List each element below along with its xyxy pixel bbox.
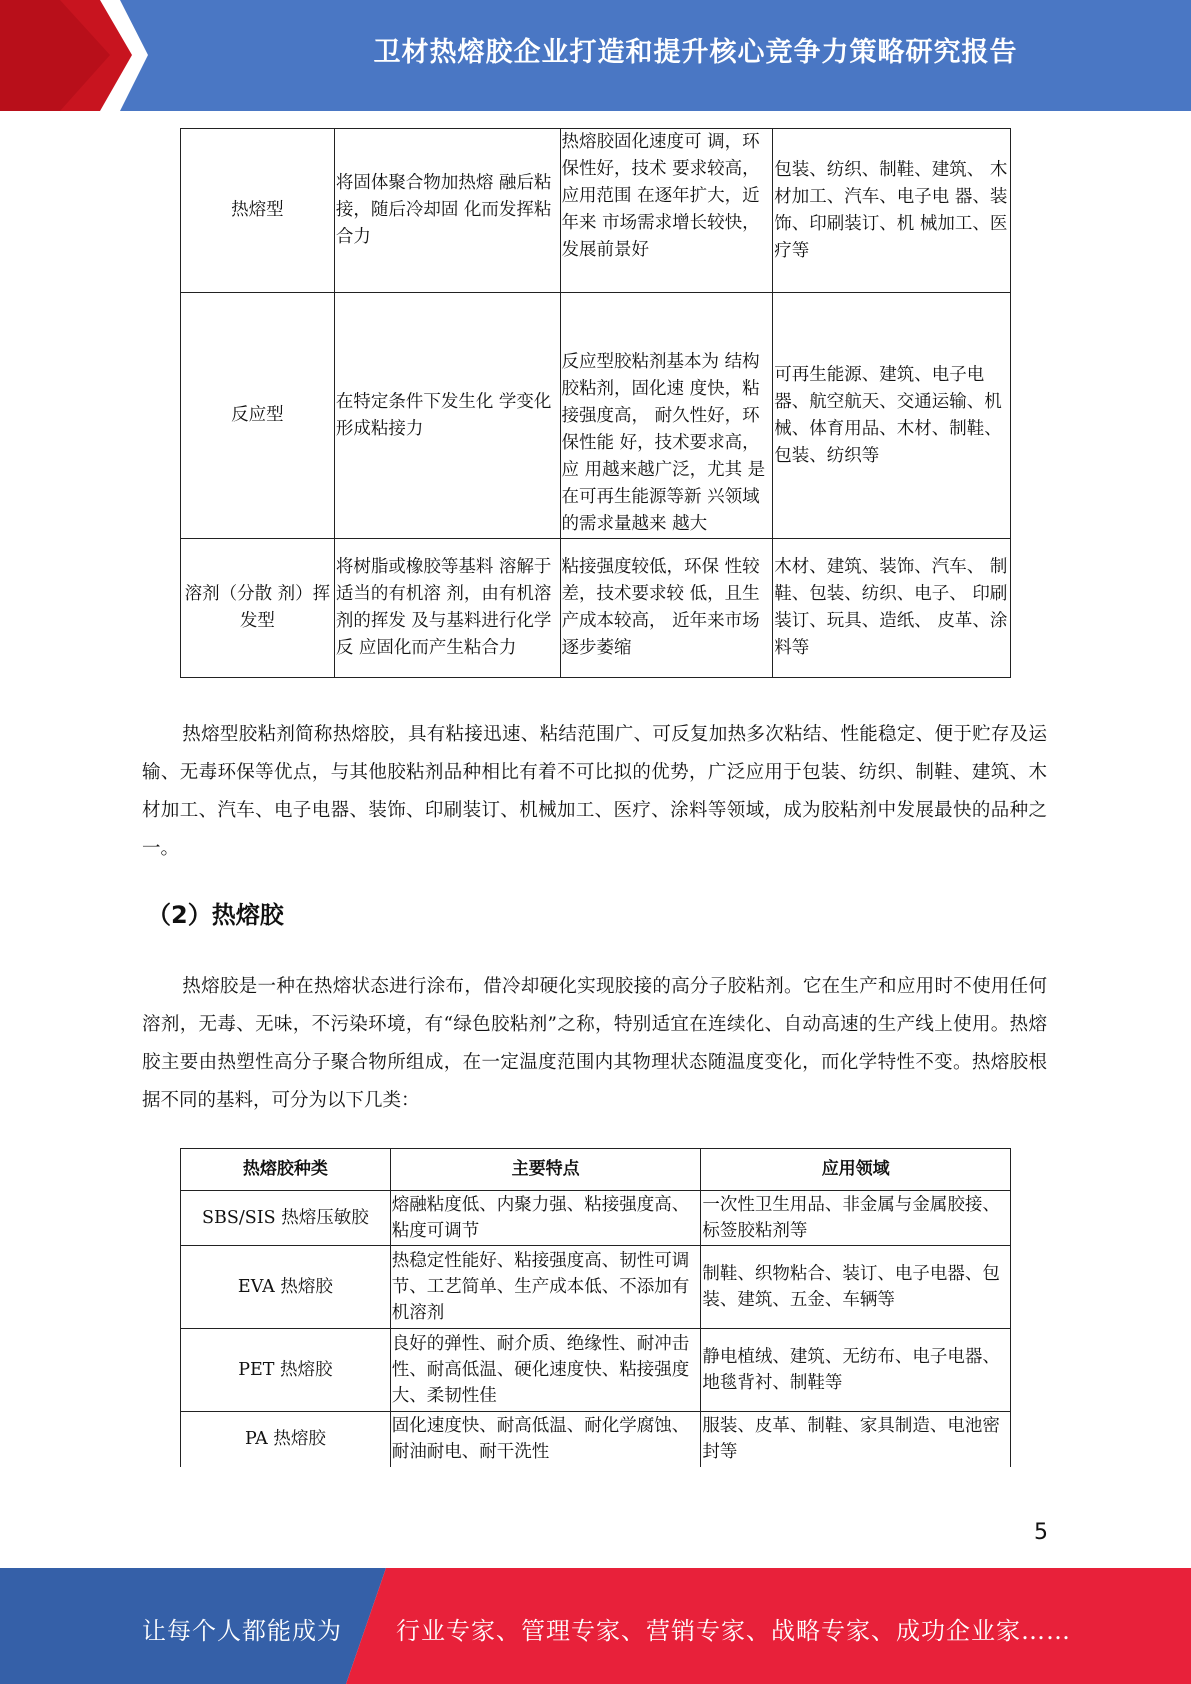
hot-melt-types-table	[180, 1148, 1011, 1467]
table-cell: 在特定条件下发生化 学变化形成粘接力	[334, 293, 560, 539]
table-row	[181, 293, 1011, 539]
body-paragraph	[142, 968, 1047, 1120]
footer-slogan-left: 让每个人都能成为	[142, 1617, 342, 1645]
table-cell: 服装、皮革、制鞋、家具制造、电池密封等	[701, 1412, 1011, 1467]
table-cell: 粘接强度较低，环保 性较差，技术要求较 低，且生产成本较高， 近年来市场逐步萎缩	[560, 539, 773, 678]
table-cell: 将树脂或橡胶等基料 溶解于适当的有机溶 剂，由有机溶剂的挥发 及与基料进行化学反 应固化而产生粘合力	[334, 539, 560, 678]
table-row	[181, 1191, 1011, 1246]
table-cell: 一次性卫生用品、非金属与金属胶接、标签胶粘剂等	[701, 1191, 1011, 1246]
table-cell: 包装、纺织、制鞋、建筑、 木材加工、汽车、电子电 器、装饰、印刷装订、机 械加工、医疗等	[773, 129, 1011, 293]
table-cell: SBS/SIS 热熔压敏胶	[181, 1191, 391, 1246]
column-header: 主要特点	[390, 1149, 701, 1191]
table-cell: PET 热熔胶	[181, 1329, 391, 1412]
table-cell: 固化速度快、耐高低温、耐化学腐蚀、耐油耐电、耐干洗性	[390, 1412, 701, 1467]
adhesive-types-table	[180, 128, 1011, 678]
table-cell: 反应型胶粘剂基本为 结构胶粘剂，固化速 度快，粘接强度高， 耐久性好，环保性能 好，技术要求高，应 用越来越广泛，尤其 是在可再生能源等新 兴领域的需求量越来 越大	[560, 293, 773, 539]
table-cell: 将固体聚合物加热熔 融后粘接，随后冷却固 化而发挥粘合力	[334, 129, 560, 293]
body-paragraph	[142, 716, 1047, 868]
column-header: 应用领域	[701, 1149, 1011, 1191]
table-header-row	[181, 1149, 1011, 1191]
page-footer	[0, 1568, 1191, 1684]
table-cell: 热熔型	[181, 129, 335, 293]
report-title: 卫材热熔胶企业打造和提升核心竞争力策略研究报告	[373, 37, 1018, 68]
table-cell: 静电植绒、建筑、无纺布、电子电器、地毯背衬、制鞋等	[701, 1329, 1011, 1412]
section-heading: （2）热熔胶	[147, 901, 284, 929]
table-row	[181, 1412, 1011, 1467]
table-cell: 热熔胶固化速度可 调，环保性好，技术 要求较高，应用范围 在逐年扩大，近年来 市场需求增长较快， 发展前景好	[560, 129, 773, 293]
table-cell: EVA 热熔胶	[181, 1246, 391, 1329]
table-row	[181, 129, 1011, 293]
table-cell: 良好的弹性、耐介质、绝缘性、耐冲击性、耐高低温、硬化速度快、粘接强度大、柔韧性佳	[390, 1329, 701, 1412]
page-header	[0, 0, 1191, 111]
table-row	[181, 539, 1011, 678]
table-cell: PA 热熔胶	[181, 1412, 391, 1467]
paragraph-text: 热熔胶是一种在热熔状态进行涂布，借冷却硬化实现胶接的高分子胶粘剂。它在生产和应用时不使用任何溶剂，无毒、无味，不污染环境，有“绿色胶粘剂”之称，特别适宜在连续化、自动高速的生产线上使用。热熔胶主要由热塑性高分子聚合物所组成，在一定温度范围内其物理状态随温度变化，而化学特性不变。热熔胶根据不同的基料，可分为以下几类：	[142, 976, 1047, 1111]
column-header: 热熔胶种类	[181, 1149, 391, 1191]
footer-slogan-right: 行业专家、管理专家、营销专家、战略专家、成功企业家……	[396, 1617, 1071, 1645]
table-cell: 可再生能源、建筑、电子电器、航空航天、交通运输、机械、体育用品、木材、制鞋、包装、纺织等	[773, 293, 1011, 539]
paragraph-text: 热熔型胶粘剂简称热熔胶，具有粘接迅速、粘结范围广、可反复加热多次粘结、性能稳定、便于贮存及运输、无毒环保等优点，与其他胶粘剂品种相比有着不可比拟的优势，广泛应用于包装、纺织、制鞋、建筑、木材加工、汽车、电子电器、装饰、印刷装订、机械加工、医疗、涂料等领域，成为胶粘剂中发展最快的品种之一。	[142, 724, 1047, 859]
table-cell: 制鞋、织物粘合、装订、电子电器、包装、建筑、五金、车辆等	[701, 1246, 1011, 1329]
table-cell: 熔融粘度低、内聚力强、粘接强度高、粘度可调节	[390, 1191, 701, 1246]
table-cell: 热稳定性能好、粘接强度高、韧性可调节、工艺简单、生产成本低、不添加有机溶剂	[390, 1246, 701, 1329]
table-row	[181, 1329, 1011, 1412]
page-number: 5	[1034, 1520, 1048, 1545]
table-row	[181, 1246, 1011, 1329]
table-cell: 反应型	[181, 293, 335, 539]
table-cell: 溶剂（分散 剂）挥发型	[181, 539, 335, 678]
table-cell: 木材、建筑、装饰、汽车、 制鞋、包装、纺织、电子、 印刷装订、玩具、造纸、 皮革、涂料等	[773, 539, 1011, 678]
